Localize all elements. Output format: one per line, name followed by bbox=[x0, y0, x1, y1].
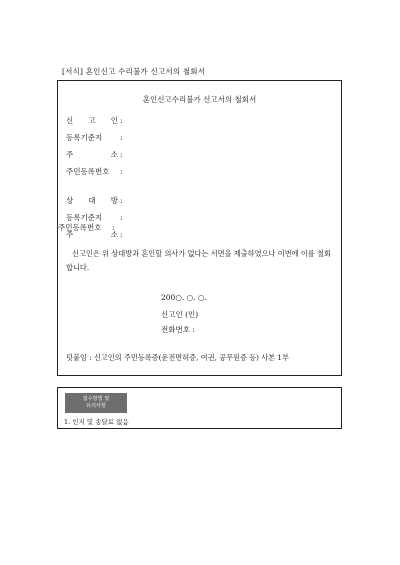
attachment-note: 덧붙임 : 신고인의 주민등록증(운전면허증, 여권, 공무원증 등) 사본 1부 bbox=[66, 353, 289, 362]
field-colon: : bbox=[120, 116, 123, 125]
field-label: 주 소 bbox=[66, 150, 118, 159]
form-label: [서식] 혼인신고 수리불가 신고서의 철회서 bbox=[62, 67, 206, 76]
field-colon: : bbox=[120, 133, 123, 142]
reporter-id-field bbox=[66, 166, 123, 177]
field-label: 상 대 방 bbox=[66, 196, 118, 205]
field-label: 주민등록번호 bbox=[66, 167, 110, 176]
phone-line: 전화번호 : bbox=[161, 325, 195, 334]
field-colon: : bbox=[120, 196, 123, 205]
field-colon: : bbox=[120, 213, 123, 222]
field-label: 신 고 인 bbox=[66, 116, 118, 125]
partner-id-field bbox=[58, 221, 325, 235]
submission-date: 200○. ○. ○. bbox=[161, 293, 207, 302]
partner-name-field bbox=[66, 195, 123, 206]
field-label: 등록기준지 bbox=[66, 213, 103, 222]
reporter-name-field bbox=[66, 115, 123, 126]
document-title: 혼인신고수리불가 신고서의 철회서 bbox=[142, 95, 257, 104]
signature-line: 신고인 (인) bbox=[161, 310, 199, 319]
field-colon: : bbox=[120, 230, 123, 239]
notes-header-line1: 접수방법 및 bbox=[82, 396, 110, 402]
field-label: 주민등록번호 bbox=[58, 223, 102, 232]
reporter-registry-field bbox=[66, 132, 123, 143]
field-label: 등록기준지 bbox=[66, 133, 103, 142]
notes-header-line2: 유의사항 bbox=[85, 403, 107, 409]
notes-item: 1. 인지 및 송달료 없음 bbox=[64, 418, 129, 426]
withdrawal-form bbox=[57, 80, 342, 376]
notes-box bbox=[57, 387, 342, 429]
notes-header bbox=[65, 393, 127, 413]
field-colon: : bbox=[120, 167, 123, 176]
statement-text: 신고인은 위 상대방과 혼인할 의사가 없다는 서면을 제출하였으나 이번에 이를 철회합니다. bbox=[66, 249, 331, 272]
field-colon: : bbox=[120, 150, 123, 159]
field-colon: : bbox=[112, 223, 115, 232]
field-label: 주 소 bbox=[66, 230, 118, 239]
reporter-address-field bbox=[66, 149, 123, 160]
